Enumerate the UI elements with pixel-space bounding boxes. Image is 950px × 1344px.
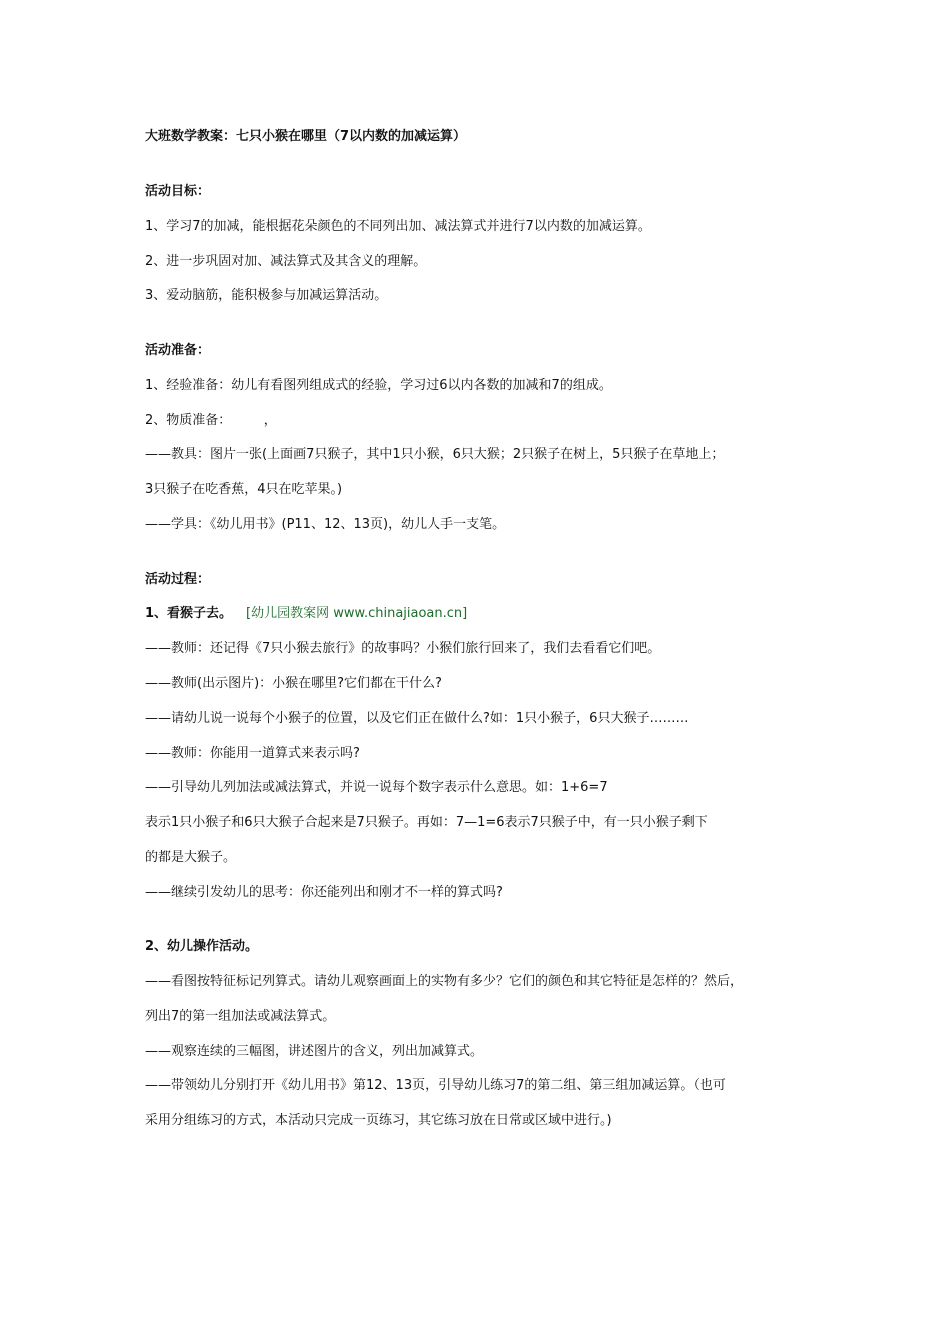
goals-heading: 活动目标： [145,184,211,199]
step1-item-8: ——继续引发幼儿的思考：你还能列出和刚才不一样的算式吗? [145,885,503,900]
prep-heading: 活动准备： [145,343,211,358]
step1-item-3: ——请幼儿说一说每个小猴子的位置，以及它们正在做什么?如：1只小猴子，6只大猴子……… [145,711,689,726]
step2-item-4: ——带领幼儿分别打开《幼儿用书》第12、13页，引导幼儿练习7的第二组、第三组加减运算。（也可 [145,1078,726,1093]
goal-item-1: 1、学习7的加减，能根据花朵颜色的不同列出加、减法算式并进行7以内数的加减运算。 [145,219,651,234]
step1-item-5: ——引导幼儿列加法或减法算式，并说一说每个数字表示什么意思。如：1+6=7 [145,780,608,795]
step1-item-1: ——教师：还记得《7只小猴去旅行》的故事吗？小猴们旅行回来了，我们去看看它们吧。 [145,641,661,656]
prep-item-2: 2、物质准备： ， [145,413,277,428]
document-title: 大班数学教案：七只小猴在哪里（7以内数的加减运算） [145,129,467,144]
prep-item-3: ——教具：图片一张(上面画7只猴子，其中1只小猴，6只大猴；2只猴子在树上，5只猴子在草地上； [145,447,725,462]
step2-item-2: 列出7的第一组加法或减法算式。 [145,1009,336,1024]
step2-heading: 2、幼儿操作活动。 [145,939,259,954]
step1-item-6: 表示1只小猴子和6只大猴子合起来是7只猴子。再如：7—1=6表示7只猴子中，有一只小猴子剩下 [145,815,708,830]
step1-item-7: 的都是大猴子。 [145,850,237,865]
step1-heading-row [145,605,467,623]
source-link[interactable]: [幼儿园教案网 www.chinajiaoan.cn] [246,606,468,621]
step2-item-5: 采用分组练习的方式，本活动只完成一页练习，其它练习放在日常或区域中进行。) [145,1113,612,1128]
step2-item-3: ——观察连续的三幅图，讲述图片的含义，列出加减算式。 [145,1044,484,1059]
prep-item-5: ——学具：《幼儿用书》(P11、12、13页)，幼儿人手一支笔。 [145,517,506,532]
goal-item-2: 2、进一步巩固对加、减法算式及其含义的理解。 [145,254,427,269]
step1-heading: 1、看猴子去。 [145,606,233,621]
prep-item-4: 3只猴子在吃香蕉，4只在吃苹果。) [145,482,343,497]
step1-item-4: ——教师：你能用一道算式来表示吗? [145,746,360,761]
goal-item-3: 3、爱动脑筋，能积极参与加减运算活动。 [145,288,388,303]
step2-item-1: ——看图按特征标记列算式。请幼儿观察画面上的实物有多少？它们的颜色和其它特征是怎样的？然后， [145,974,744,989]
prep-item-1: 1、经验准备：幼儿有看图列组成式的经验，学习过6以内各数的加减和7的组成。 [145,378,612,393]
step1-item-2: ——教师(出示图片)：小猴在哪里?它们都在干什么? [145,676,442,691]
process-heading: 活动过程： [145,572,211,587]
